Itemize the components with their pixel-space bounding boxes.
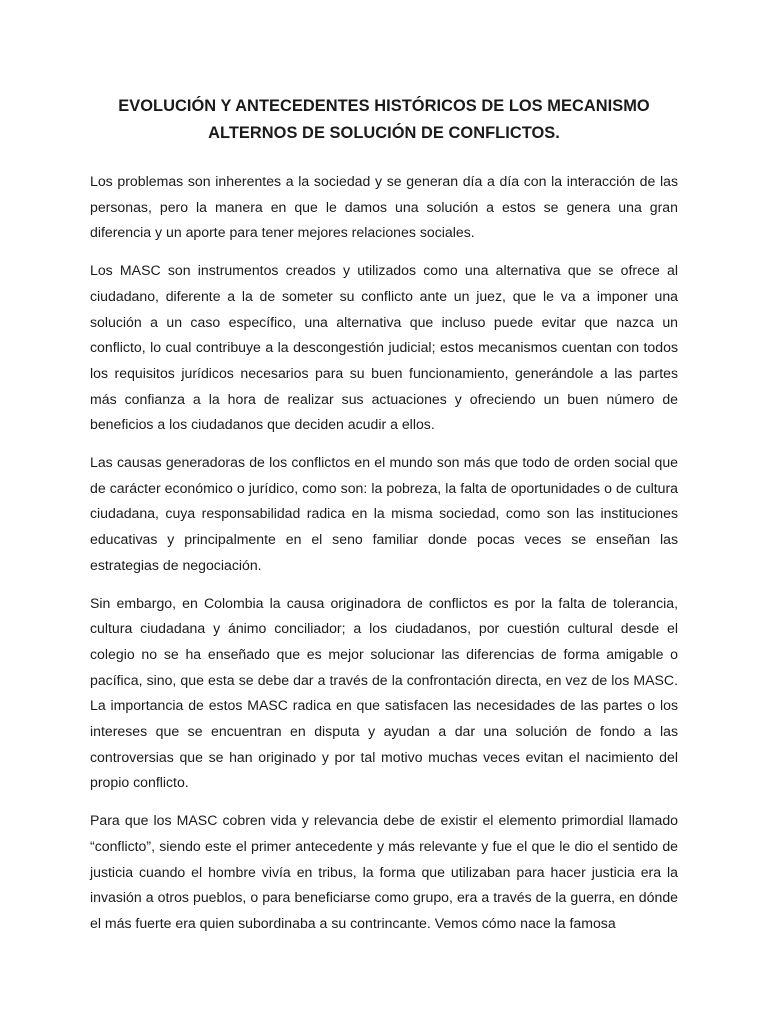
title-line-2: ALTERNOS DE SOLUCIÓN DE CONFLICTOS. (208, 124, 560, 142)
document-page (90, 93, 678, 949)
paragraph-4: Sin embargo, en Colombia la causa originadora de conflictos es por la falta de tolerancia, cultura ciudadana y ánimo conciliador; a los ciudadanos, por cuestión cultural desde el colegio no se ha enseñado que es mejor solucionar las diferencias de forma amigable o pacífica, sino, que esta se debe dar a través de la confrontación directa, en vez de los MASC. La importancia de estos MASC radica en que satisfacen las necesidades de las partes o los intereses que se encuentran en disputa y ayudan a dar una solución de fondo a las controversias que se han originado y por tal motivo muchas veces evitan el nacimiento del propio conflicto. (90, 594, 678, 791)
document-title (90, 93, 678, 147)
paragraph-1: Los problemas son inherentes a la sociedad y se generan día a día con la interacción de las personas, pero la manera en que le damos una solución a estos se genera una gran diferencia y un aporte para tener mejores relaciones sociales. (90, 173, 678, 241)
paragraph-2: Los MASC son instrumentos creados y utilizados como una alternativa que se ofrece al ciudadano, diferente a la de someter su conflicto ante un juez, que le va a imponer una solución a un caso específico, una alternativa que incluso puede evitar que nazca un conflicto, lo cual contribuye a la descongestión judicial; estos mecanismos cuentan con todos los requisitos jurídicos necesarios para su buen funcionamiento, generándole a las partes más confianza a la hora de realizar sus actuaciones y ofreciendo un buen número de beneficios a los ciudadanos que deciden acudir a ellos. (90, 262, 678, 433)
title-line-1: EVOLUCIÓN Y ANTECEDENTES HISTÓRICOS DE LOS MECANISMO (118, 97, 650, 115)
paragraph-3: Las causas generadoras de los conflictos en el mundo son más que todo de orden social que de carácter económico o jurídico, como son: la pobreza, la falta de oportunidades o de cultura ciudadana, cuya responsabilidad radica en la misma sociedad, como son las instituciones educativas y principalmente en el seno familiar donde pocas veces se enseñan las estrategias de negociación. (90, 454, 678, 573)
paragraph-5: Para que los MASC cobren vida y relevancia debe de existir el elemento primordial llamado “conflicto”, siendo este el primer antecedente y más relevante y fue el que le dio el sentido de justicia cuando el hombre vivía en tribus, la forma que utilizaban para hacer justicia era la invasión a otros pueblos, o para beneficiarse como grupo, era a través de la guerra, en dónde el más fuerte era quien subordinaba a su contrincante. Vemos cómo nace la famosa (90, 812, 678, 931)
